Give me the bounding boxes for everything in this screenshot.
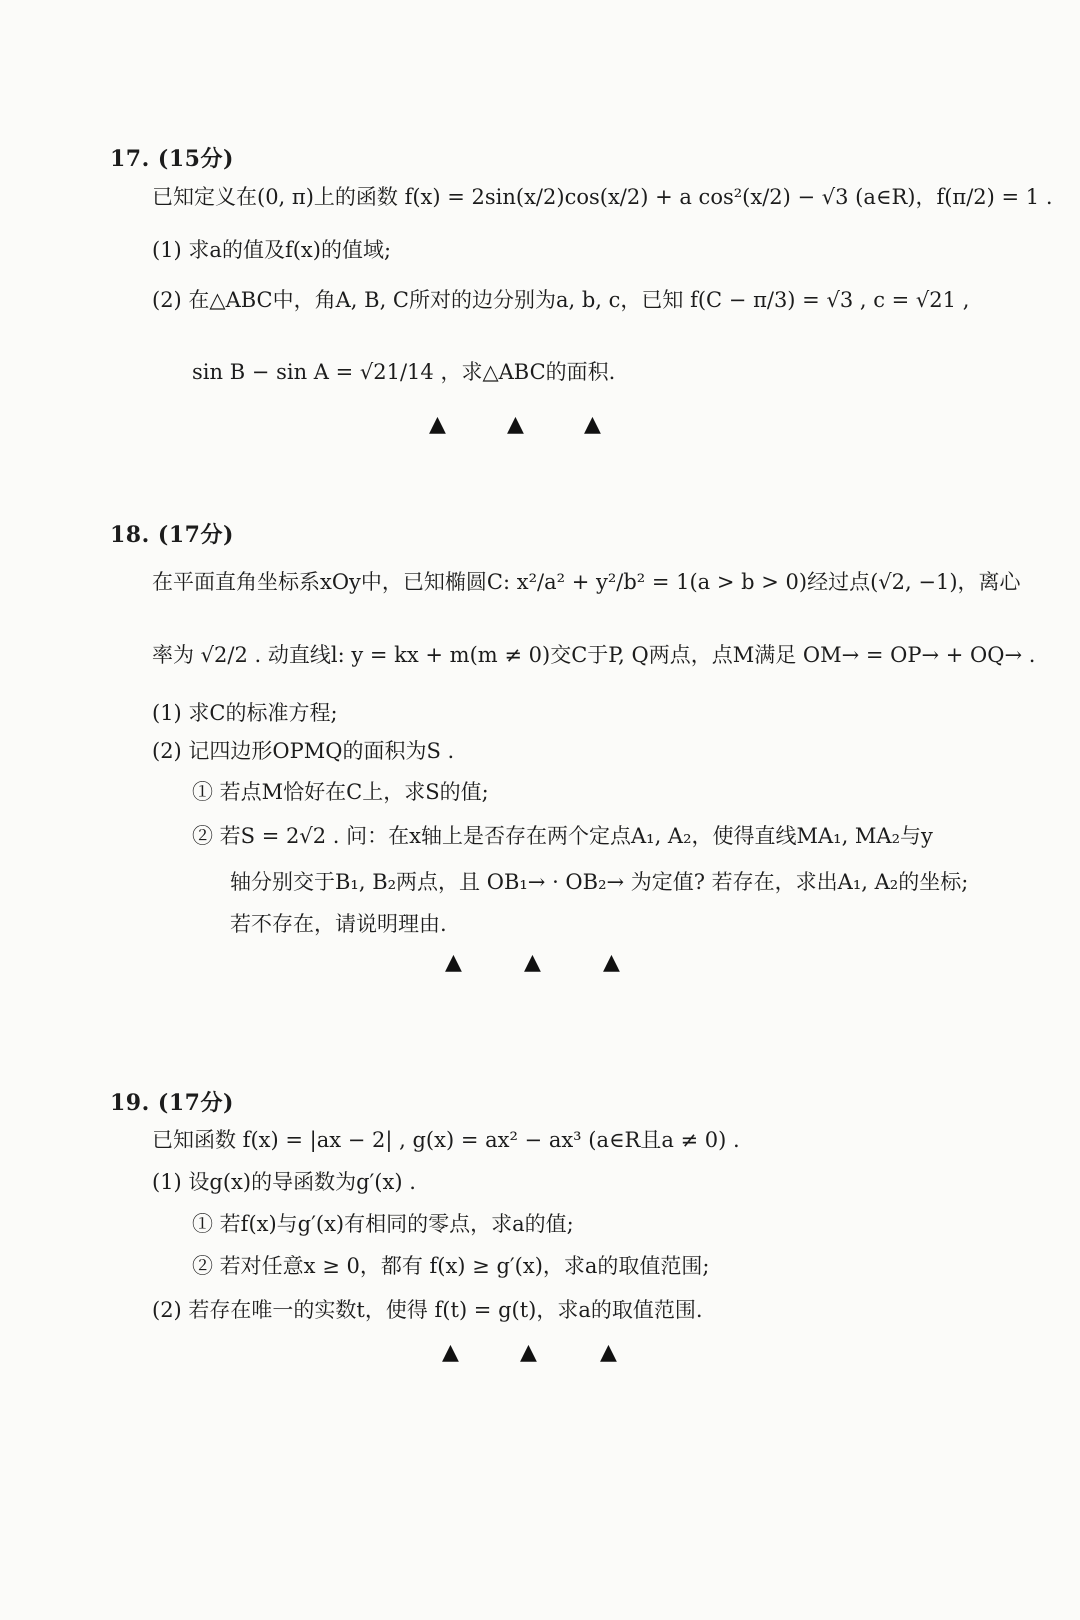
q19-part2: (2) 若存在唯一的实数t，使得 f(t) = g(t)，求a的取值范围. [152,1298,703,1322]
q18-part2: (2) 记四边形OPMQ的面积为S . [152,739,455,763]
q19-sub1: ① 若f(x)与g′(x)有相同的零点，求a的值; [192,1212,574,1236]
q18-sub2-line3: 若不存在，请说明理由. [230,912,447,936]
q19-end-mark-3: ▲ [600,1340,617,1365]
q18-sub2-line1: ② 若S = 2√2 . 问：在x轴上是否存在两个定点A₁, A₂，使得直线MA₁, MA₂与y [192,824,933,848]
q17-end-mark-2: ▲ [507,412,524,437]
q18-end-mark-1: ▲ [445,950,462,975]
q17-part2-line1: (2) 在△ABC中，角A, B, C所对的边分别为a, b, c，已知 f(C − π/3) = √3 , c = √21 , [152,288,970,312]
q17-part2-line2: sin B − sin A = √21/14 ，求△ABC的面积. [192,360,616,384]
q18-part1: (1) 求C的标准方程; [152,701,338,725]
q18-stem-line2: 率为 √2/2 . 动直线l: y = kx + m(m ≠ 0)交C于P, Q两点，点M满足 OM→ = OP→ + OQ→ . [152,643,1036,667]
q18-header: 18. (17分) [110,522,234,548]
q18-sub2-line2: 轴分别交于B₁, B₂两点，且 OB₁→ · OB₂→ 为定值? 若存在，求出A₁, A₂的坐标; [230,870,969,894]
q18-sub1: ① 若点M恰好在C上，求S的值; [192,780,489,804]
q19-end-mark-1: ▲ [442,1340,459,1365]
q17-end-mark-1: ▲ [429,412,446,437]
q17-stem: 已知定义在(0, π)上的函数 f(x) = 2sin(x/2)cos(x/2) + a cos²(x/2) − √3 (a∈R)，f(π/2) = 1 . [152,185,1053,209]
q19-header: 19. (17分) [110,1090,234,1116]
q18-end-mark-3: ▲ [603,950,620,975]
q19-part1: (1) 设g(x)的导函数为g′(x) . [152,1170,416,1194]
q18-stem-line1: 在平面直角坐标系xOy中，已知椭圆C: x²/a² + y²/b² = 1(a > b > 0)经过点(√2, −1)，离心 [152,570,1021,594]
q17-end-mark-3: ▲ [584,412,601,437]
q19-stem: 已知函数 f(x) = |ax − 2| , g(x) = ax² − ax³ (a∈R且a ≠ 0) . [152,1128,740,1152]
q18-end-mark-2: ▲ [524,950,541,975]
q19-end-mark-2: ▲ [520,1340,537,1365]
q19-sub2: ② 若对任意x ≥ 0，都有 f(x) ≥ g′(x)，求a的取值范围; [192,1254,710,1278]
q17-header: 17. (15分) [110,146,234,172]
q17-part1: (1) 求a的值及f(x)的值域; [152,238,392,262]
